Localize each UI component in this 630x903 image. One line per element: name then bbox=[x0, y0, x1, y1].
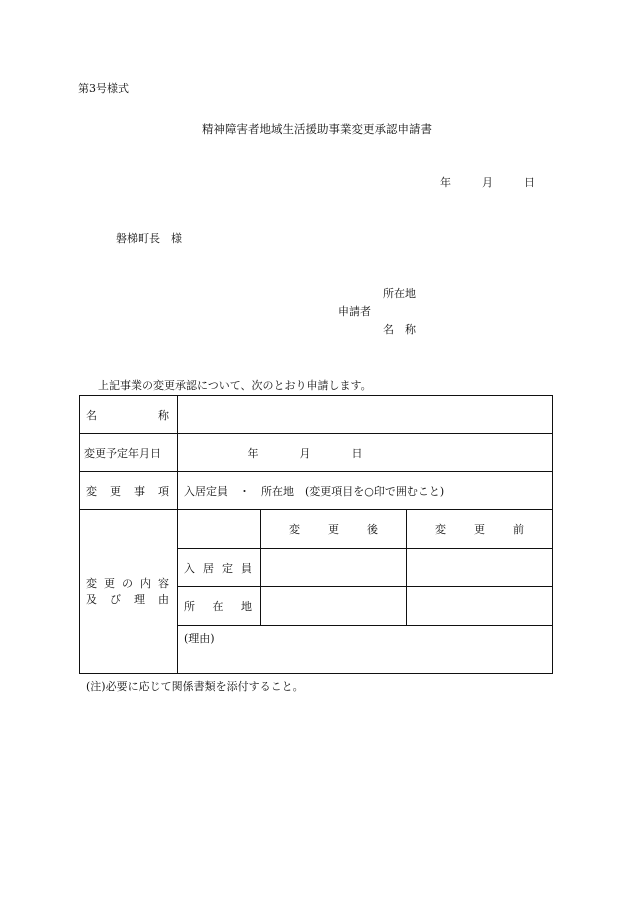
capacity-after-cell[interactable] bbox=[261, 549, 407, 587]
reason-cell[interactable] bbox=[178, 626, 553, 674]
row-change-items bbox=[80, 472, 553, 510]
change-items-label-cell: 変 更 事 項 bbox=[80, 472, 178, 510]
scheduled-year: 年 bbox=[247, 446, 259, 460]
footnote: (注)必要に応じて関係書類を添付すること。 bbox=[86, 680, 304, 693]
name-value-cell[interactable] bbox=[178, 396, 553, 434]
location-after-cell[interactable] bbox=[261, 587, 407, 626]
date-year-label: 年 bbox=[440, 176, 451, 189]
capacity-label-cell: 入 居 定 員 bbox=[178, 549, 261, 587]
scheduled-day: 日 bbox=[351, 446, 363, 460]
after-header-cell: 変 更 後 bbox=[261, 510, 407, 549]
application-date bbox=[440, 177, 535, 188]
location-before-cell[interactable] bbox=[407, 587, 553, 626]
scheduled-date-value-cell[interactable] bbox=[178, 434, 553, 472]
change-content-label-cell: 変 更 の 内 容 及 び 理 由 bbox=[80, 510, 178, 674]
form-number: 第3号様式 bbox=[78, 82, 129, 95]
date-month-label: 月 bbox=[482, 176, 493, 189]
before-header-cell: 変 更 前 bbox=[407, 510, 553, 549]
location-label-cell: 所 在 地 bbox=[178, 587, 261, 626]
application-form-table bbox=[79, 395, 553, 674]
row-scheduled-date bbox=[80, 434, 553, 472]
intro-text: 上記事業の変更承認について、次のとおり申請します。 bbox=[98, 379, 372, 392]
scheduled-date-label: 変更予定年月日 bbox=[80, 434, 178, 472]
row-name bbox=[80, 396, 553, 434]
reason-label: (理由) bbox=[184, 632, 215, 645]
capacity-before-cell[interactable] bbox=[407, 549, 553, 587]
document-title: 精神障害者地域生活援助事業変更承認申請書 bbox=[202, 122, 432, 136]
date-day-label: 日 bbox=[524, 176, 535, 189]
name-label-cell: 名 称 bbox=[80, 396, 178, 434]
scheduled-month: 月 bbox=[299, 446, 311, 460]
row-change-header bbox=[80, 510, 553, 549]
applicant-location-label: 所在地 bbox=[383, 287, 416, 300]
addressee: 磐梯町長 様 bbox=[116, 232, 182, 245]
applicant-name-label: 名 称 bbox=[383, 323, 416, 336]
change-items-value: 入居定員 ・ 所在地 (変更項目を○印で囲むこと) bbox=[178, 472, 553, 510]
applicant-label: 申請者 bbox=[338, 305, 371, 318]
header-blank-cell bbox=[178, 510, 261, 549]
